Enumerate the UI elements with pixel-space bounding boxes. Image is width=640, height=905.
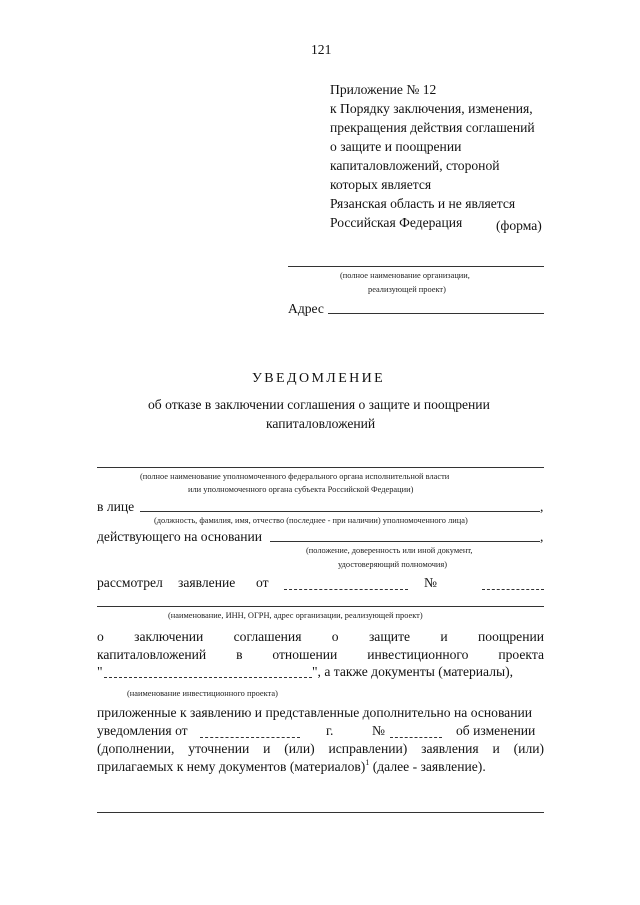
text-word: заявления [421, 741, 479, 756]
text-word: о [331, 629, 339, 644]
text-word: и [263, 741, 271, 756]
project-caption: (наименование инвестиционного проекта) [127, 689, 278, 698]
basis-caption-2: удостоверяющий полномочия) [338, 560, 448, 569]
address-line[interactable] [328, 313, 544, 314]
text-word: проекта [498, 647, 544, 662]
org-name-caption-1: (полное наименование организации, [340, 271, 470, 280]
appendix-line: к Порядку заключения, изменения, [330, 101, 533, 116]
basis-label: действующего на основании [97, 529, 263, 544]
notice-subtitle-2: капиталовложений [266, 416, 376, 431]
appendix-line: капиталовложений, стороной [330, 158, 500, 173]
text-word: о [97, 629, 104, 644]
text-word: уточнении [188, 741, 250, 756]
notice-title: УВЕДОМЛЕНИЕ [252, 371, 386, 386]
appendix-line: прекращения действия соглашений [330, 120, 535, 135]
org-name-line[interactable] [288, 266, 544, 267]
paragraph-line-1: приложенные к заявлению и представленные дополнительно на основании [97, 705, 533, 720]
decision-line[interactable] [97, 812, 544, 813]
conclusion-row [97, 629, 544, 645]
appendix-line: которых является [330, 177, 432, 192]
text-word: (дополнении, [97, 741, 175, 756]
number-sign: № [372, 723, 385, 738]
form-label: (форма) [496, 218, 542, 233]
reviewed-word: заявление [178, 575, 236, 590]
text-word: отношении [272, 647, 338, 662]
text-word: (или) [284, 741, 315, 756]
notice-subtitle-1: об отказе в заключении соглашения о защите и поощрении [148, 397, 490, 412]
appendix-line: Российская Федерация [330, 215, 463, 230]
authority-caption-1: (полное наименование уполномоченного федерального органа исполнительной власти [140, 472, 450, 481]
address-label: Адрес [288, 301, 324, 316]
notice-date-line[interactable] [200, 737, 300, 738]
quote-close-tail: ", а также документы (материалы), [312, 664, 514, 679]
text-word: защите [368, 629, 411, 644]
person-caption: (должность, фамилия, имя, отчество (последнее - при наличии) уполномоченного лица) [154, 516, 468, 525]
authority-caption-2: или уполномоченного органа субъекта Российской Федерации) [188, 485, 414, 494]
text-word: в [236, 647, 243, 662]
comma: , [540, 499, 544, 514]
paragraph-text: прилагаемых к нему документов (материалов) [97, 759, 366, 774]
text-word: исправлении) [328, 741, 408, 756]
org-name-caption-2: реализующей проект) [368, 285, 446, 294]
basis-caption-1: (положение, доверенность или иной документ, [306, 546, 473, 555]
quote-open: " [97, 664, 103, 679]
reviewed-word: от [256, 575, 269, 590]
appendix-header [330, 80, 535, 232]
organization-caption: (наименование, ИНН, ОГРН, адрес организации, реализующей проект) [168, 611, 423, 620]
year-label: г. [326, 723, 334, 738]
text-word: капиталовложений [97, 647, 207, 662]
application-date-line[interactable] [284, 589, 408, 590]
text-word: (или) [513, 741, 545, 756]
person-line[interactable] [140, 511, 540, 512]
in-person-label: в лице [97, 499, 135, 514]
notice-number-line[interactable] [390, 737, 442, 738]
appendix-line: Приложение № 12 [330, 82, 437, 97]
text-word: и [440, 629, 448, 644]
paragraph-line-3 [97, 741, 544, 757]
footnote-mark[interactable]: 1 [365, 758, 370, 767]
reviewed-word: рассмотрел [97, 575, 163, 590]
capital-row [97, 647, 544, 663]
authority-line[interactable] [97, 467, 544, 468]
paragraph-text: (далее - заявление). [369, 759, 486, 774]
text-word: инвестиционного [367, 647, 469, 662]
notice-label: уведомления от [97, 723, 188, 738]
appendix-line: Рязанская область и не является [330, 196, 516, 211]
paragraph-line-4 [97, 759, 486, 775]
about-change: об изменении [456, 723, 536, 738]
comma: , [540, 529, 544, 544]
text-word: и [492, 741, 500, 756]
application-number-line[interactable] [482, 589, 544, 590]
appendix-line: о защите и поощрении [330, 139, 462, 154]
text-word: поощрении [478, 629, 545, 644]
text-word: заключении [134, 629, 204, 644]
number-sign: № [424, 575, 437, 590]
organization-line[interactable] [97, 606, 544, 607]
text-word: соглашения [233, 629, 302, 644]
basis-line[interactable] [270, 541, 540, 542]
project-name-line[interactable] [104, 677, 312, 678]
page-number: 121 [311, 42, 332, 57]
